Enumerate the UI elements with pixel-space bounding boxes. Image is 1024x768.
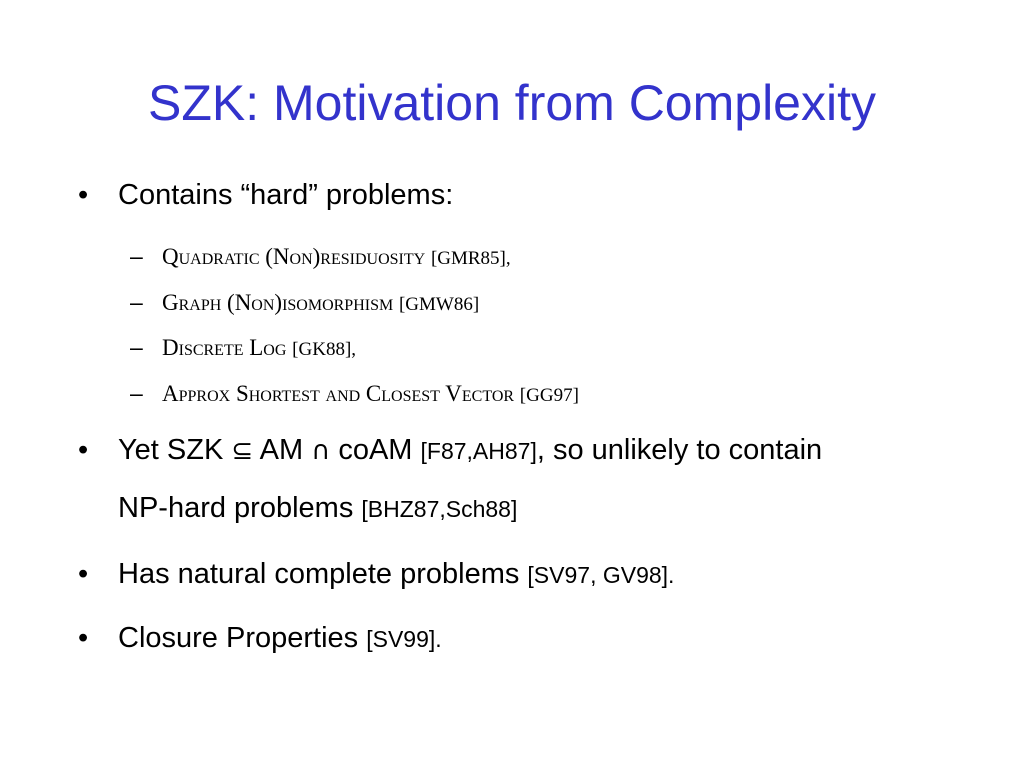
bullet-text <box>118 554 674 595</box>
bullet-text: Contains “hard” problems: <box>118 179 454 211</box>
bullet-text <box>118 618 442 659</box>
citation: [F87,AH87] <box>420 438 537 464</box>
intersection-symbol: ∩ <box>311 436 331 466</box>
citation: [GG97] <box>519 385 579 406</box>
text-unlikely: , so unlikely to contain <box>536 434 823 466</box>
citation: [SV97, GV98]. <box>527 562 675 588</box>
citation: [GMW86] <box>398 294 480 315</box>
subset-eq-symbol: ⊆ <box>231 436 254 466</box>
bullet-icon: • <box>78 434 89 466</box>
text-am: AM <box>259 434 304 466</box>
problem-name: Graph (Non)isomorphism <box>162 290 394 315</box>
sub-item-graph-isomorphism <box>130 286 479 321</box>
sub-item-discrete-log <box>130 331 356 366</box>
citation: [GMR85], <box>430 248 511 269</box>
problem-name: Approx Shortest and Closest Vector <box>162 381 515 406</box>
bullet-icon: • <box>78 179 89 211</box>
text-np-hard: NP-hard problems <box>118 492 354 524</box>
sub-item-approx-vector <box>130 377 579 412</box>
text-complete: Has natural complete problems <box>118 558 520 590</box>
text-yet-szk: Yet SZK <box>118 434 224 466</box>
bullet-text <box>118 430 822 471</box>
dash-icon: – <box>130 334 143 360</box>
text-coam: coAM <box>338 434 413 466</box>
bullet-icon: • <box>78 558 89 590</box>
sub-item-quadratic-residuosity <box>130 240 511 275</box>
citation: [BHZ87,Sch88] <box>361 496 518 522</box>
problem-name: Quadratic (Non)residuosity <box>162 244 426 269</box>
dash-icon: – <box>130 243 143 269</box>
bullet-text <box>118 488 517 529</box>
citation: [SV99]. <box>366 626 442 652</box>
problem-name: Discrete Log <box>162 335 287 360</box>
dash-icon: – <box>130 289 143 315</box>
bullet-icon: • <box>78 622 89 654</box>
slide-title: SZK: Motivation from Complexity <box>148 75 876 131</box>
citation: [GK88], <box>292 339 357 360</box>
text-closure: Closure Properties <box>118 622 359 654</box>
dash-icon: – <box>130 380 143 406</box>
